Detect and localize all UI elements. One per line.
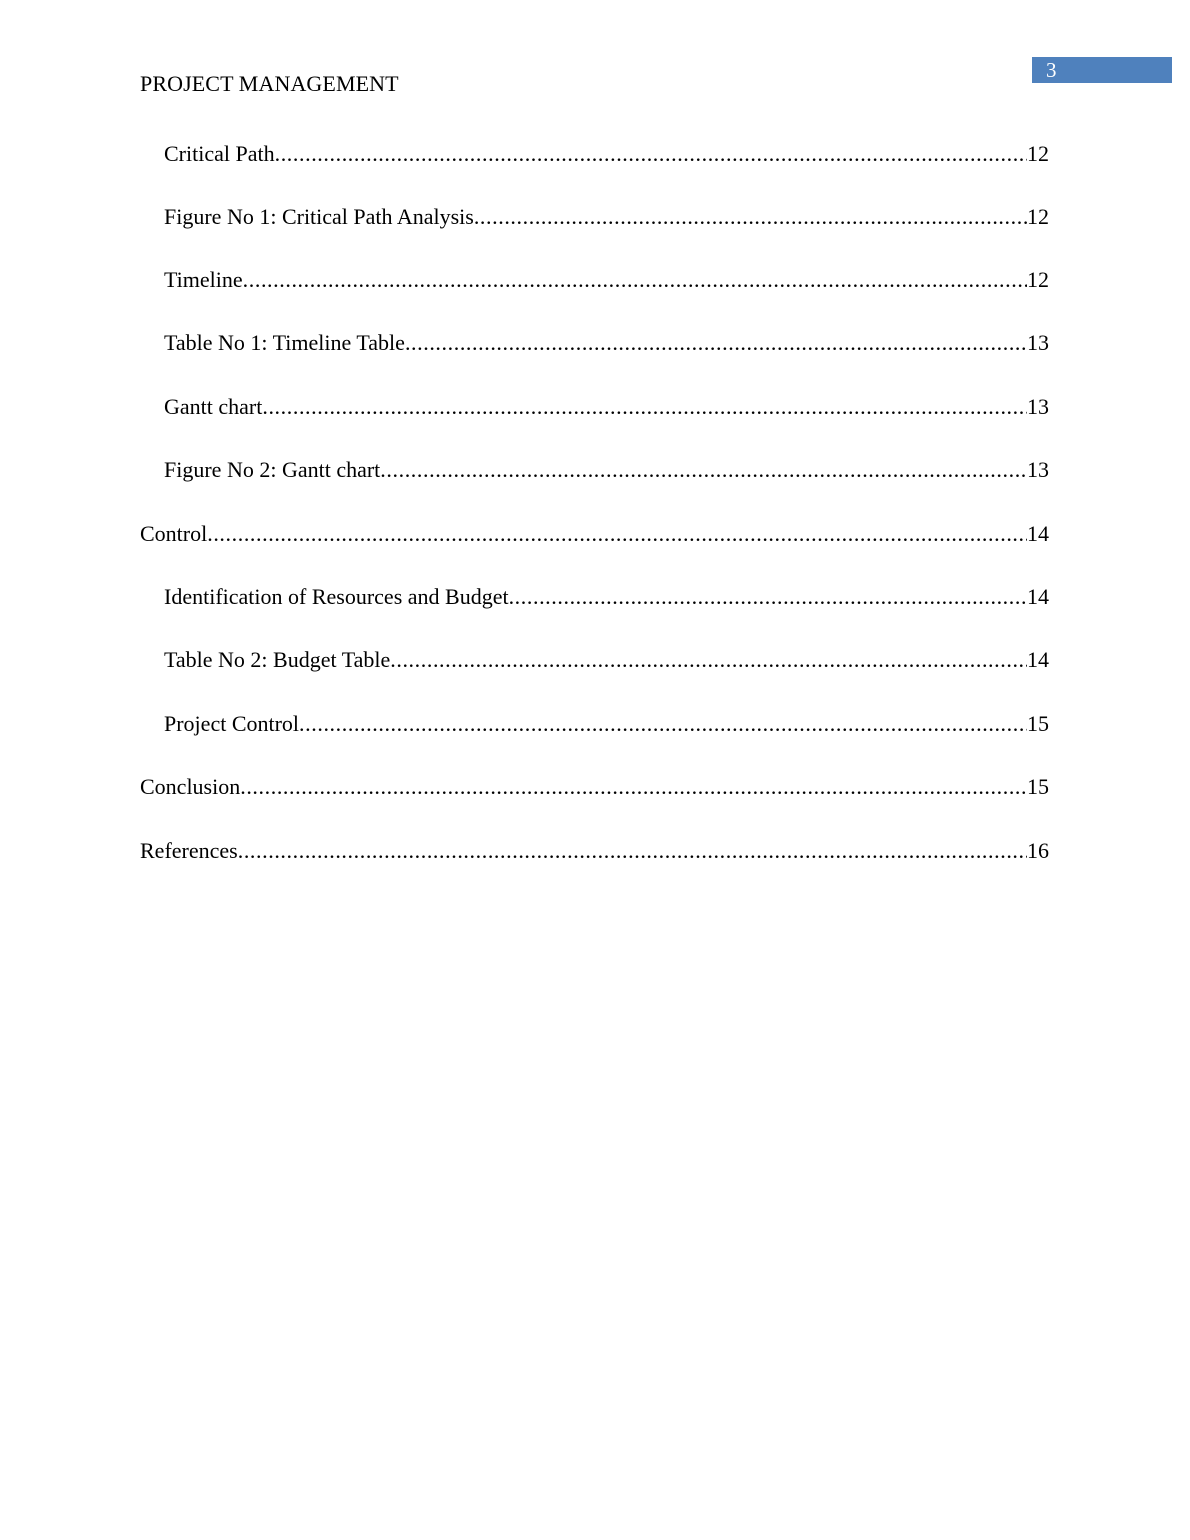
toc-dot-leader [243, 265, 1027, 295]
toc-entry-page: 14 [1027, 521, 1049, 546]
toc-dot-leader [240, 772, 1027, 802]
toc-entry-table-2[interactable] [164, 645, 1049, 675]
toc-entry-page: 13 [1027, 394, 1049, 419]
toc-entry-title: Timeline [164, 267, 243, 292]
toc-entry-references[interactable] [140, 836, 1049, 866]
toc-entry-timeline[interactable] [164, 265, 1049, 295]
toc-entry-title: Gantt chart [164, 394, 263, 419]
toc-entry-title: Project Control [164, 711, 300, 736]
toc-entry-page: 14 [1027, 584, 1049, 609]
toc-dot-leader [380, 455, 1027, 485]
toc-entry-page: 15 [1027, 774, 1049, 799]
toc-entry-title: Table No 1: Timeline Table [164, 330, 405, 355]
toc-dot-leader [509, 582, 1027, 612]
toc-entry-project-control[interactable] [164, 709, 1049, 739]
toc-entry-gantt-chart[interactable] [164, 392, 1049, 422]
toc-entry-title: Control [140, 521, 208, 546]
toc-entry-page: 12 [1027, 267, 1049, 292]
toc-entry-control[interactable] [140, 519, 1049, 549]
toc-entry-title: Table No 2: Budget Table [164, 647, 391, 672]
running-head-title: PROJECT MANAGEMENT [140, 71, 399, 96]
toc-entry-page: 12 [1027, 204, 1049, 229]
toc-entry-table-1[interactable] [164, 328, 1049, 358]
toc-dot-leader [299, 709, 1027, 739]
toc-dot-leader [207, 519, 1027, 549]
toc-entry-title: Identification of Resources and Budget [164, 584, 509, 609]
toc-entry-title: Figure No 1: Critical Path Analysis [164, 204, 474, 229]
toc-dot-leader [405, 328, 1027, 358]
toc-entry-title: Critical Path [164, 141, 275, 166]
toc-dot-leader [390, 645, 1027, 675]
toc-entry-title: References [140, 838, 238, 863]
toc-entry-page: 16 [1027, 838, 1049, 863]
toc-entry-page: 15 [1027, 711, 1049, 736]
page-number-badge [1032, 57, 1172, 83]
toc-entry-title: Figure No 2: Gantt chart [164, 457, 381, 482]
toc-dot-leader [262, 392, 1027, 422]
toc-entry-title: Conclusion [140, 774, 241, 799]
toc-entry-page: 13 [1027, 457, 1049, 482]
toc-entry-figure-2[interactable] [164, 455, 1049, 485]
page-number: 3 [1046, 58, 1057, 82]
toc-entry-conclusion[interactable] [140, 772, 1049, 802]
toc-dot-leader [275, 139, 1027, 169]
toc-entry-page: 14 [1027, 647, 1049, 672]
toc-entry-critical-path[interactable] [164, 139, 1049, 169]
toc-entry-resources-budget[interactable] [164, 582, 1049, 612]
toc-dot-leader [474, 202, 1027, 232]
toc-entry-page: 12 [1027, 141, 1049, 166]
toc-entry-page: 13 [1027, 330, 1049, 355]
toc-entry-figure-1[interactable] [164, 202, 1049, 232]
toc-dot-leader [238, 836, 1027, 866]
